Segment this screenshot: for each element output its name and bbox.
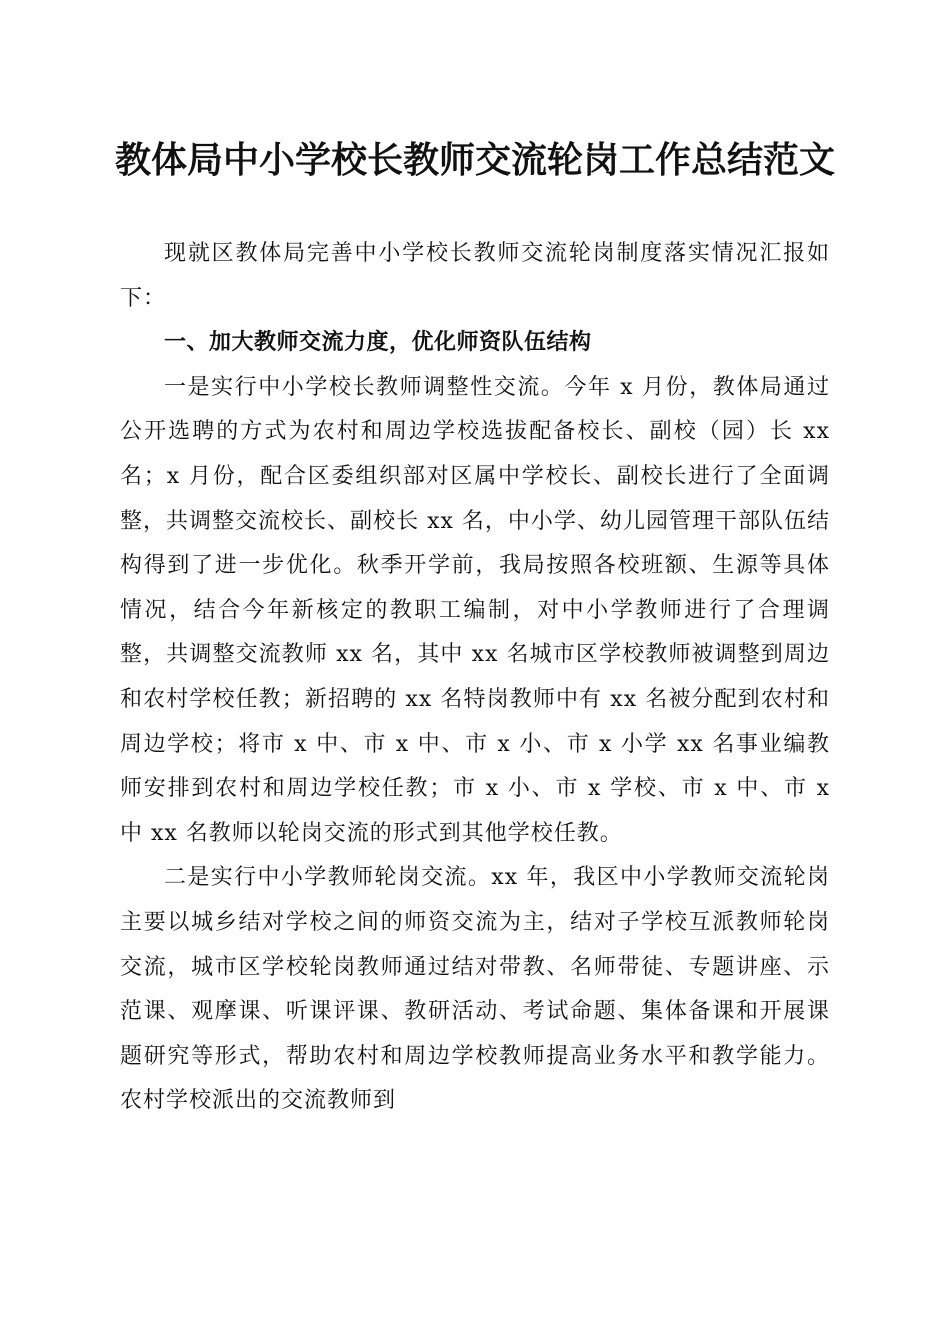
- intro-paragraph: 现就区教体局完善中小学校长教师交流轮岗制度落实情况汇报如下：: [120, 241, 830, 311]
- section-heading: 一、加大教师交流力度，优化师资队伍结构: [164, 330, 592, 356]
- body-paragraph: 二是实行中小学教师轮岗交流。xx 年，我区中小学教师交流轮岗主要以城乡结对学校之间的师资交流为主，结对子学校互派教师轮岗交流，城市区学校轮岗教师通过结对带教、名师带徒、专题讲座、示范课、观摩课、听课评课、教研活动、考试命题、集体备课和开展课题研究等形式，帮助农村和周边学校教师提高业务水平和教学能力。农村学校派出的交流教师到: [120, 865, 830, 1114]
- body-paragraph: 一是实行中小学校长教师调整性交流。今年 x 月份，教体局通过公开选聘的方式为农村和周边学校选拔配备校长、副校（园）长 xx 名；x 月份，配合区委组织部对区属中学校长、副校长进行了全面调整，共调整交流校长、副校长 xx 名，中小学、幼儿园管理干部队伍结构得到了进一步优化。秋季开学前，我局按照各校班额、生源等具体情况，结合今年新核定的教职工编制，对中小学教师进行了合理调整，共调整交流教师 xx 名，其中 xx 名城市区学校教师被调整到周边和农村学校任教；新招聘的 xx 名特岗教师中有 xx 名被分配到农村和周边学校；将市 x 中、市 x 中、市 x 小、市 x 小学 xx 名事业编教师安排到农村和周边学校任教；市 x 小、市 x 学校、市 x 中、市 x 中 xx 名教师以轮岗交流的形式到其他学校任教。: [120, 374, 830, 846]
- document-body: [120, 232, 830, 1124]
- document-title: 教体局中小学校长教师交流轮岗工作总结范文: [114, 139, 835, 181]
